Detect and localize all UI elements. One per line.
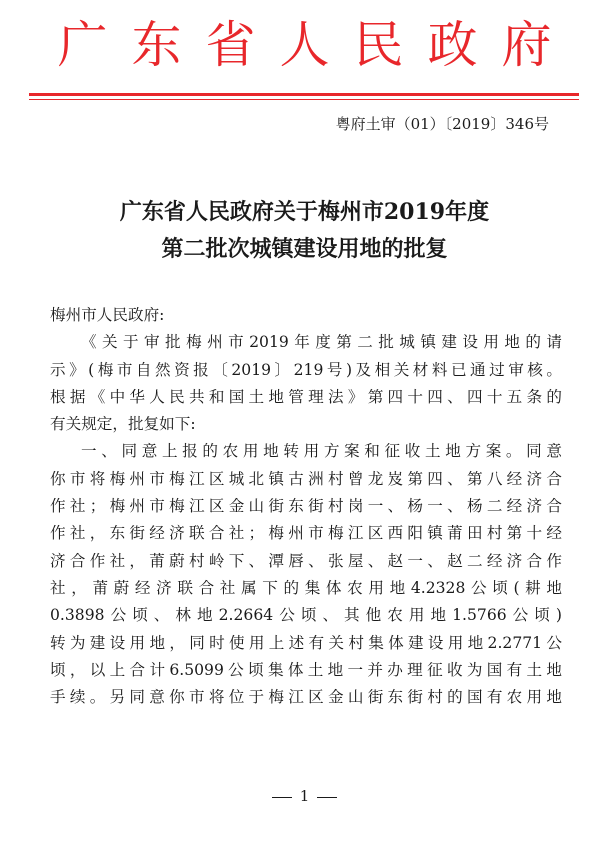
salutation: 梅州市人民政府: xyxy=(50,306,165,324)
body-line: 根据《中华人民共和国土地管理法》第四十四、四十五条的 xyxy=(50,387,562,406)
footer-dash-right xyxy=(317,797,337,798)
header-rule-thin xyxy=(29,99,579,100)
page-number: 1 xyxy=(299,787,310,805)
document-body xyxy=(50,302,562,711)
body-line: 一、同意上报的农用地转用方案和征收土地方案。同意 xyxy=(81,442,562,461)
body-line: 社，莆蔚经济联合社属下的集体农用地4.2328公顷(耕地 xyxy=(50,578,562,597)
body-line: 转为建设用地，同时使用上述有关村集体建设用地2.2771公 xyxy=(50,633,562,652)
body-line: 有关规定，批复如下: xyxy=(50,415,196,434)
header-rule-thick xyxy=(29,93,579,96)
body-line: 示》(梅市自然资报〔2019〕219号)及相关材料已通过审核。 xyxy=(50,360,562,379)
document-number: 粤府土审（01）〔2019〕346号 xyxy=(335,115,549,133)
issuer-masthead: 广东省人民政府 xyxy=(57,16,576,74)
body-line: 你市将梅州市梅江区城北镇古洲村曾龙岌第四、第八经济合 xyxy=(50,469,562,488)
body-line: 顷，以上合计6.5099公顷集体土地一并办理征收为国有土地 xyxy=(50,660,562,679)
document-title-line-1: 广东省人民政府关于梅州市2019年度 xyxy=(119,199,490,225)
page-footer xyxy=(0,786,609,806)
body-line: 手续。另同意你市将位于梅江区金山街东街村的国有农用地 xyxy=(50,688,562,707)
body-line: 作社，东街经济联合社；梅州市梅江区西阳镇莆田村第十经 xyxy=(50,524,562,543)
document-title-line-2: 第二批次城镇建设用地的批复 xyxy=(161,236,448,262)
body-line: 作社；梅州市梅江区金山街东街村岗一、杨一、杨二经济合 xyxy=(50,497,562,516)
body-line: 0.3898公顷、林地2.2664公顷、其他农用地1.5766公顷) xyxy=(50,606,562,625)
body-line: 《关于审批梅州市2019年度第二批城镇建设用地的请 xyxy=(81,333,562,352)
footer-dash-left xyxy=(272,797,292,798)
body-line: 济合作社，莆蔚村岭下、潭唇、张屋、赵一、赵二经济合作 xyxy=(50,551,562,570)
